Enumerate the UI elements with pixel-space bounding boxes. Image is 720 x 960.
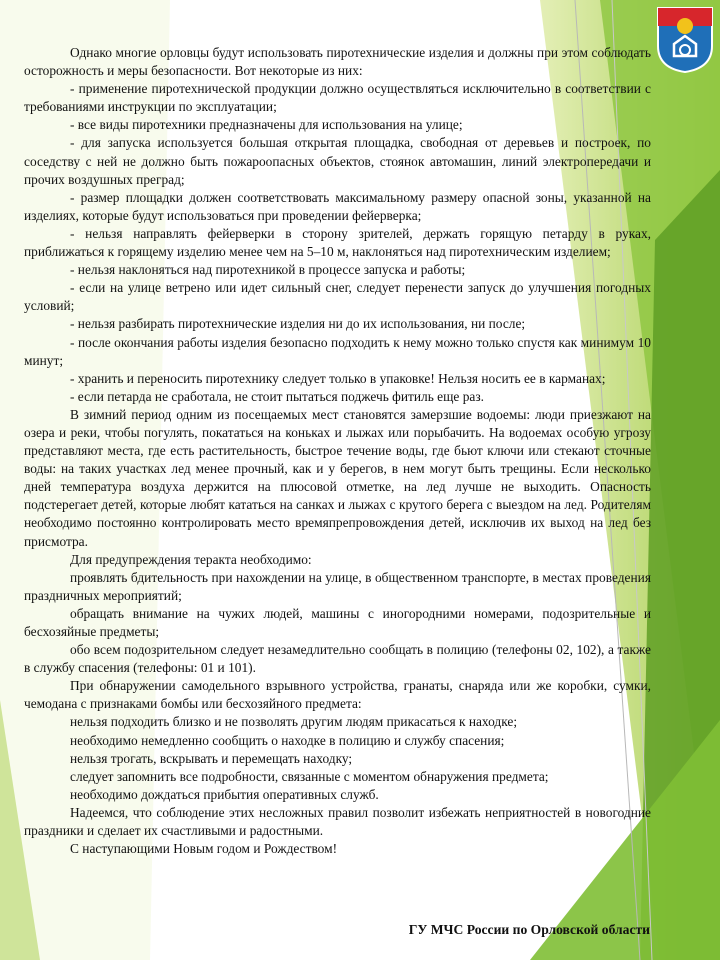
paragraph-rule: - после окончания работы изделия безопасно подходить к нему можно только спустя как минимум 10 минут; (24, 334, 651, 368)
paragraph-rule: - нельзя направлять фейерверки в сторону зрителей, держать горящую петарду в руках, приближаться к горящему изделию менее чем на 5–10 м, наклоняться над пиротехническим изделием; (24, 225, 651, 260)
document-body (24, 44, 651, 858)
paragraph-device-rule: необходимо немедленно сообщить о находке в полицию и службу спасения; (70, 732, 505, 748)
paragraph-terror-heading: Для предупреждения теракта необходимо: (70, 551, 312, 567)
paragraph-terror-rule: обо всем подозрительном следует незамедлительно сообщать в полицию (телефоны 02, 102), а также в службу спасения (телефоны: 01 и 101). (24, 642, 651, 676)
paragraph-ice-safety: В зимний период одним из посещаемых мест становятся замерзшие водоемы: люди приезжают на озера и реки, чтобы погулять, покататься на коньках и лыжах или порыбачить. На водоемах особую угрозу представляют места, где есть растительность, быстрое течение воды, где бьют ключи или стекают сточные воды: на таких участках лед менее прочный, как и у берегов, в нем могут быть трещины. Если несколько дней температура воздуха держится на плюсовой отметке, на лед лучше не выходить. Опасность подстерегает детей, которые любят кататься на санках и лыжах с крутого берега с выездом на лед. Родителям необходимо постоянно контролировать место времяпрепровождения детей, исключив их выход на лед без присмотра. (24, 406, 651, 549)
paragraph-device-rule: необходимо дождаться прибытия оперативных служб. (70, 786, 379, 802)
paragraph-device-rule: нельзя трогать, вскрывать и перемещать находку; (70, 750, 353, 766)
paragraph-rule: - нельзя разбирать пиротехнические изделия ни до их использования, ни после; (70, 316, 526, 332)
paragraph-rule: - хранить и переносить пиротехнику следует только в упаковке! Нельзя носить ее в карманах; (70, 370, 606, 386)
paragraph-device-rule: следует запомнить все подробности, связанные с моментом обнаружения предмета; (70, 768, 549, 784)
paragraph-intro: Однако многие орловцы будут использовать пиротехнические изделия и должны при этом соблюдать осторожность и меры безопасности. Вот некоторые из них: (24, 45, 651, 79)
paragraph-rule: - применение пиротехнической продукции должно осуществляться исключительно в соответствии с требованиями инструкции по эксплуатации; (24, 81, 651, 115)
paragraph-rule: - для запуска используется большая открытая площадка, свободная от деревьев и построек, по соседству с ней не должно быть пожароопасных объектов, стоянок автомашин, линий электропередачи и прочих воздушных преград; (24, 135, 651, 187)
paragraph-greeting: С наступающими Новым годом и Рождеством! (70, 841, 338, 857)
paragraph-rule: - размер площадки должен соответствовать максимальному размеру опасной зоны, указанной на изделиях, которые будут использоваться при проведении фейерверка; (24, 189, 651, 223)
paragraph-rule: - если на улице ветрено или идет сильный снег, следует перенести запуск до улучшения погодных условий; (24, 280, 651, 314)
coat-of-arms-icon (656, 6, 714, 74)
paragraph-device-rule: нельзя подходить близко и не позволять другим людям прикасаться к находке; (70, 714, 518, 730)
paragraph-terror-rule: проявлять бдительность при нахождении на улице, в общественном транспорте, в местах проведения праздничных мероприятий; (24, 569, 651, 603)
paragraph-rule: - нельзя наклоняться над пиротехникой в процессе запуска и работы; (70, 262, 466, 278)
paragraph-terror-rule: обращать внимание на чужих людей, машины с иногородними номерами, подозрительные и бесхозяйные предметы; (24, 605, 651, 639)
paragraph-closing: Надеемся, что соблюдение этих несложных правил позволит избежать неприятностей в новогодние праздники и сделает их счастливыми и радостными. (24, 804, 651, 839)
paragraph-rule: - если петарда не сработала, не стоит пытаться поджечь фитиль еще раз. (70, 388, 484, 404)
paragraph-device-heading: При обнаружении самодельного взрывного устройства, гранаты, снаряда или же коробки, сумки, чемодана с признаками бомбы или бесхозяйного предмета: (24, 678, 651, 712)
paragraph-rule: - все виды пиротехники предназначены для использования на улице; (70, 117, 463, 133)
signature: ГУ МЧС России по Орловской области (408, 922, 650, 937)
